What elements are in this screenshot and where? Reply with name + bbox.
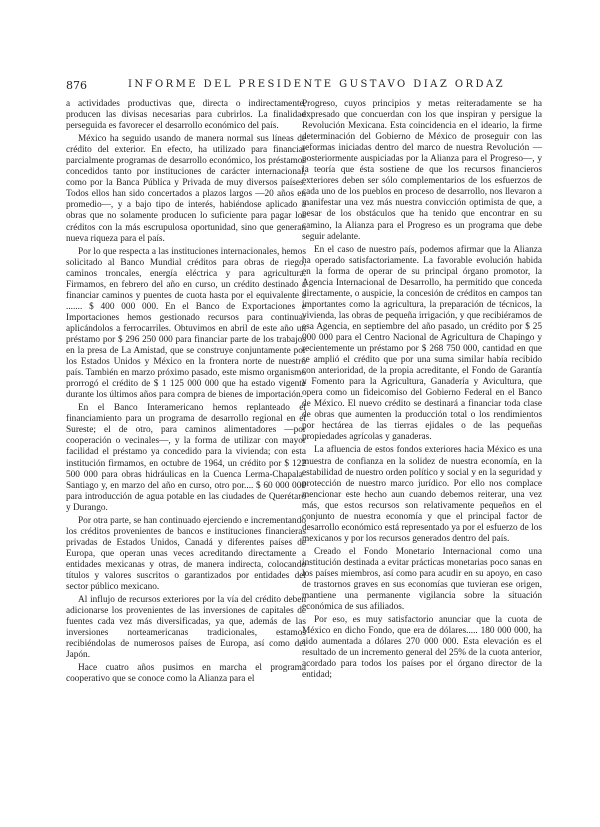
page-header (66, 79, 540, 93)
paragraph: a actividades productivas que, directa o indirectamente, producen las divisas necesarias para cubrirlos. La finalidad perseguida es favorecer el desarrollo económico del país. (66, 99, 306, 132)
page-number: 876 (66, 79, 87, 92)
running-title: INFORME DEL PRESIDENTE GUSTAVO DIAZ ORDAZ (128, 79, 506, 90)
paragraph: Por lo que respecta a las instituciones internacionales, hemos solicitado al Banco Mundial créditos para obras de riego, caminos troncales, energía eléctrica y para agricultura. Firmamos, en febrero del año en curso, un crédito destinado a financiar caminos y puentes de cuota hasta por el equivalente a ....... $ 400 000 000. En el Banco de Exportaciones e Importaciones hemos gestionado recursos para continuar aplicándolos a ferrocarriles. Obtuvimos en abril de este año un préstamo por $ 296 250 000 para financiar parte de los trabajos en la presa de La Amistad, que se construye conjuntamente por los Estados Unidos y México en la frontera norte de nuestro país. También en marzo próximo pasado, este mismo organismo prorrogó el crédito de $ 1 125 000 000 que ha estado vigente durante los últimos años para compra de bienes de importación. (66, 246, 306, 401)
paragraph: Hace cuatro años pusimos en marcha el programa cooperativo que se conoce como la Alianza para el (66, 663, 306, 685)
paragraph: Creado el Fondo Monetario Internacional como una institución destinada a evitar prácticas monetarias poco sanas en los países miembros, así como para acudir en su apoyo, en caso de trastornos graves en sus economías que tuvieran ese origen, mantiene una permanente vigilancia sobre la situación económica de sus afiliados. (302, 546, 542, 613)
paragraph: Progreso, cuyos principios y metas reiteradamente se ha expresado que concuerdan con los que inspiran y persigue la Revolución Mexicana. Esta coincidencia en el ideario, la firme determinación del Gobierno de México de proseguir con las reformas iniciadas dentro del marco de nuestra Revolución —posteriormente auspiciadas por la Alianza para el Progreso—, y la teoría que ésta sostiene de que los recursos financieros exteriores deben ser sólo complementarios de los esfuerzos de cada uno de los pueblos en proceso de desarrollo, nos llevaron a manifestar una vez más nuestra convicción optimista de que, a pesar de los obstáculos que ha tenido que encontrar en su camino, la Alianza para el Progreso es un programa que debe seguir adelante. (302, 99, 542, 242)
paragraph: Al influjo de recursos exteriores por la vía del crédito deben adicionarse los provenientes de las inversiones de capitales de fuentes cada vez más diversificadas, ya que, además de las inversiones norteamericanas tradicionales, estamos recibiéndolas de numerosos países de Europa, así como del Japón. (66, 595, 306, 661)
paragraph: En el caso de nuestro país, podemos afirmar que la Alianza ha operado satisfactoriamente. La favorable evolución habida en la forma de operar de su principal órgano promotor, la Agencia Internacional de Desarrollo, ha permitido que conceda directamente, o auspicie, la concesión de créditos en campos tan importantes como la agricultura, la preparación de técnicos, la vivienda, las obras de pequeña irrigación, y que recibiéramos de esa Agencia, en septiembre del año pasado, un crédito por $ 25 000 000 para el Centro Nacional de Agricultura de Chapingo y recientemente un préstamo por $ 268 750 000, cantidad en que se amplió el crédito que por una suma similar había recibido con anterioridad, de la propia acreditante, el Fondo de Garantía y Fomento para la Agricultura, Ganadería y Avicultura, que opera como un fideicomiso del Gobierno Federal en el Banco de México. El nuevo crédito se destinará a financiar toda clase de obras que aumenten la producción total o los rendimientos por hectárea de las tierras ejidales o de las pequeñas propiedades agrícolas y ganaderas. (302, 244, 542, 443)
paragraph: En el Banco Interamericano hemos replanteado el financiamiento para un programa de desarrollo regional en el Sureste; el de otro, para caminos alimentadores —por cooperación o vecinales—, y la forma de utilizar con mayor facilidad el préstamo ya concedido para la vivienda; con esta institución firmamos, en octubre de 1964, un crédito por $ 122 500 000 para obras hidráulicas en la Cuenca Lerma-Chapala-Santiago y, en marzo del año en curso, otro por.... $ 60 000 000 para introducción de agua potable en las ciudades de Querétaro y Durango. (66, 403, 306, 513)
paragraph: México ha seguido usando de manera normal sus líneas de crédito del exterior. En efecto, ha utilizado para financiar parcialmente programas de desarrollo económico, los préstamos concedidos tanto por instituciones de carácter internacional, como por la Banca Pública y Privada de muy diversos países. Todos ellos han sido concertados a plazos largos —20 años en promedio—, y a bajo tipo de interés, habiéndose aplicado a obras que no solamente producen lo suficiente para pagar los créditos con la más escrupulosa oportunidad, sino que generan nueva riqueza para el país. (66, 134, 306, 244)
paragraph: La afluencia de estos fondos exteriores hacia México es una muestra de confianza en la solidez de nuestra economía, en la estabilidad de nuestro orden político y social y en la seguridad y protección de nuestro marco jurídico. Por ello nos complace mencionar este hecho aun cuando debemos reiterar, una vez más, que estos recursos son relativamente pequeños en el conjunto de nuestra economía y que el principal factor de desarrollo económico está representado ya por el esfuerzo de los mexicanos y por los recursos generados dentro del país. (302, 445, 542, 544)
left-column (66, 99, 306, 687)
paragraph: Por eso, es muy satisfactorio anunciar que la cuota de México en dicho Fondo, que era de dólares..... 180 000 000, ha sido aumentada a dólares 270 000 000. Esta elevación es el resultado de un incremento general del 25% de la cuota anterior, acordado para todos los países por el órgano director de la entidad; (302, 615, 542, 681)
right-column (302, 99, 542, 683)
paragraph: Por otra parte, se han continuado ejerciendo e incrementando los créditos provenientes de bancos e instituciones financieras privadas de Estados Unidos, Canadá y diferentes países de Europa, que operan unas veces acreditando directamente a entidades mexicanas y otras, de manera indirecta, colocando títulos y valores suscritos o garantizados por entidades del sector público mexicano. (66, 515, 306, 593)
